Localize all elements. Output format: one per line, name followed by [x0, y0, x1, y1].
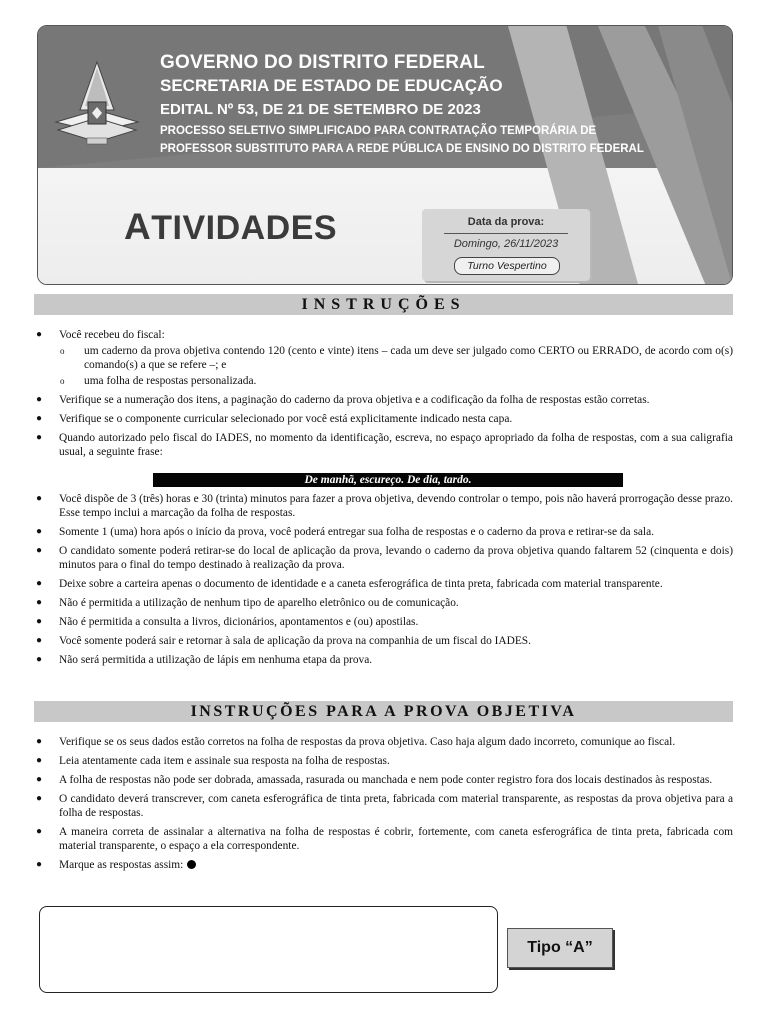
- exam-date-box: [422, 209, 590, 281]
- bullet-icon: ●: [36, 545, 43, 556]
- list-item-text: Leia atentamente cada item e assinale sua resposta na folha de respostas.: [59, 755, 390, 767]
- list-item-text: Você recebeu do fiscal:: [59, 329, 165, 341]
- header-banner: [37, 25, 733, 285]
- list-item-text: Verifique se a numeração dos itens, a paginação do caderno da prova objetiva e a codificação da folha de respostas estão corretas.: [59, 394, 650, 406]
- process-description-line2: PROFESSOR SUBSTITUTO PARA A REDE PÚBLICA DE ENSINO DO DISTRITO FEDERAL: [160, 143, 644, 155]
- bullet-icon: ●: [36, 616, 43, 627]
- bullet-icon: ●: [36, 526, 43, 537]
- list-item: [34, 615, 733, 629]
- list-item-text: Verifique se o componente curricular selecionado por você está explicitamente indicado nesta capa.: [59, 413, 513, 425]
- circle-bullet-icon: o: [60, 346, 65, 356]
- list-item-text: Verifique se os seus dados estão corretos na folha de respostas da prova objetiva. Caso haja algum dado incorreto, comunique ao fiscal.: [59, 736, 676, 748]
- list-item: [34, 858, 733, 872]
- bullet-icon: ●: [36, 394, 43, 405]
- list-item: [34, 653, 733, 667]
- list-item-text: Marque as respostas assim:: [59, 859, 184, 871]
- subject-title-initial: A: [124, 206, 152, 247]
- bullet-icon: ●: [36, 432, 43, 443]
- list-item-text: Você dispõe de 3 (três) horas e 30 (trinta) minutos para fazer a prova objetiva, devendo controlar o tempo, pois não haverá prorrogação desse prazo. Esse tempo inclui a marcação da folha de respostas.: [59, 493, 733, 519]
- list-item-text: Não será permitida a utilização de lápis em nenhuma etapa da prova.: [59, 654, 373, 666]
- list-item: [34, 544, 733, 572]
- list-item-text: Não é permitida a consulta a livros, dicionários, apontamentos e (ou) apostilas.: [59, 616, 419, 628]
- list-item: [34, 634, 733, 648]
- bullet-icon: ●: [36, 597, 43, 608]
- list-item: [34, 735, 733, 749]
- exam-type-badge: Tipo “A”: [507, 928, 613, 968]
- list-item: [34, 773, 733, 787]
- circle-bullet-icon: o: [60, 376, 65, 386]
- process-description-line1: PROCESSO SELETIVO SIMPLIFICADO PARA CONTRATAÇÃO TEMPORÁRIA DE: [160, 125, 597, 137]
- bullet-icon: ●: [36, 859, 43, 870]
- bullet-icon: ●: [36, 826, 43, 837]
- coat-of-arms-logo: [52, 60, 142, 150]
- sub-list-item: [59, 344, 733, 372]
- list-item: [34, 596, 733, 610]
- bullet-icon: ●: [36, 793, 43, 804]
- list-item-text: A folha de respostas não pode ser dobrada, amassada, rasurada ou manchada e nem pode conter registro fora dos locais destinados às respostas.: [59, 774, 713, 786]
- bullet-icon: ●: [36, 635, 43, 646]
- exam-date-label: Data da prova:: [467, 216, 545, 228]
- list-item: [34, 393, 733, 407]
- bullet-icon: ●: [36, 654, 43, 665]
- bullet-icon: ●: [36, 493, 43, 504]
- bullet-icon: ●: [36, 578, 43, 589]
- list-item: [34, 754, 733, 768]
- edital-title: EDITAL Nº 53, DE 21 DE SETEMBRO DE 2023: [160, 101, 481, 118]
- sub-list: [59, 344, 733, 388]
- bullet-icon: ●: [36, 736, 43, 747]
- list-item-text: Não é permitida a utilização de nenhum tipo de aparelho eletrônico ou de comunicação.: [59, 597, 459, 609]
- list-item-text: Você somente poderá sair e retornar à sala de aplicação da prova na companhia de um fiscal do IADES.: [59, 635, 531, 647]
- sub-list-item: [59, 374, 733, 388]
- list-item-text: Somente 1 (uma) hora após o início da prova, você poderá entregar sua folha de respostas e o caderno da prova e retirar-se da sala.: [59, 526, 655, 538]
- list-item: [34, 525, 733, 539]
- list-item-text: O candidato deverá transcrever, com caneta esferográfica de tinta preta, fabricada com material transparente, as respostas da prova objetiva para a folha de respostas.: [59, 793, 733, 819]
- list-item: [34, 792, 733, 820]
- bullet-icon: ●: [36, 774, 43, 785]
- exam-shift-badge: Turno Vespertino: [454, 257, 560, 275]
- list-item: [34, 825, 733, 853]
- secretariat-title: SECRETARIA DE ESTADO DE EDUCAÇÃO: [160, 76, 503, 95]
- objective-exam-instructions-list: [34, 735, 733, 877]
- instructions-list-continued: [34, 492, 733, 672]
- list-item-text: Deixe sobre a carteira apenas o documento de identidade e a caneta esferográfica de tinta preta, fabricada com material transparente.: [59, 578, 663, 590]
- bullet-icon: ●: [36, 755, 43, 766]
- subject-title-rest: TIVIDADES: [151, 209, 338, 247]
- filled-answer-mark-icon: [187, 860, 196, 869]
- objective-exam-instructions-heading: INSTRUÇÕES PARA A PROVA OBJETIVA: [34, 701, 733, 722]
- list-item-text: O candidato somente poderá retirar-se do local de aplicação da prova, levando o caderno da prova objetiva quando faltarem 52 (cinquenta e dois) minutos para o final do tempo destinado à realização da prova.: [59, 545, 733, 571]
- list-item: [34, 328, 733, 388]
- list-item-text: Quando autorizado pelo fiscal do IADES, no momento da identificação, escreva, no espaço apropriado da folha de respostas, com a sua caligrafia usual, a seguinte frase:: [59, 432, 733, 458]
- bullet-icon: ●: [36, 329, 43, 340]
- list-item-text: A maneira correta de assinalar a alternativa na folha de respostas é cobrir, fortemente, com caneta esferográfica de tinta preta, fabricada com material transparente, o espaço a ela correspondente.: [59, 826, 733, 852]
- instructions-heading: INSTRUÇÕES: [34, 294, 733, 315]
- exam-date-value: Domingo, 26/11/2023: [453, 238, 559, 250]
- list-item: [34, 577, 733, 591]
- list-item: [34, 431, 733, 459]
- sub-list-item-text: uma folha de respostas personalizada.: [84, 375, 257, 387]
- bullet-icon: ●: [36, 413, 43, 424]
- divider: [444, 233, 568, 234]
- list-item: [34, 412, 733, 426]
- subject-title: [124, 206, 337, 248]
- instructions-list: [34, 328, 733, 464]
- government-title: GOVERNO DO DISTRITO FEDERAL: [160, 52, 485, 73]
- handwriting-phrase: De manhã, escureço. De dia, tardo.: [153, 473, 623, 487]
- list-item: [34, 492, 733, 520]
- sub-list-item-text: um caderno da prova objetiva contendo 120 (cento e vinte) itens – cada um deve ser julgado como CERTO ou ERRADO, de acordo com o(s) comando(s) a que se refere –; e: [84, 345, 733, 371]
- candidate-info-box: [39, 906, 498, 993]
